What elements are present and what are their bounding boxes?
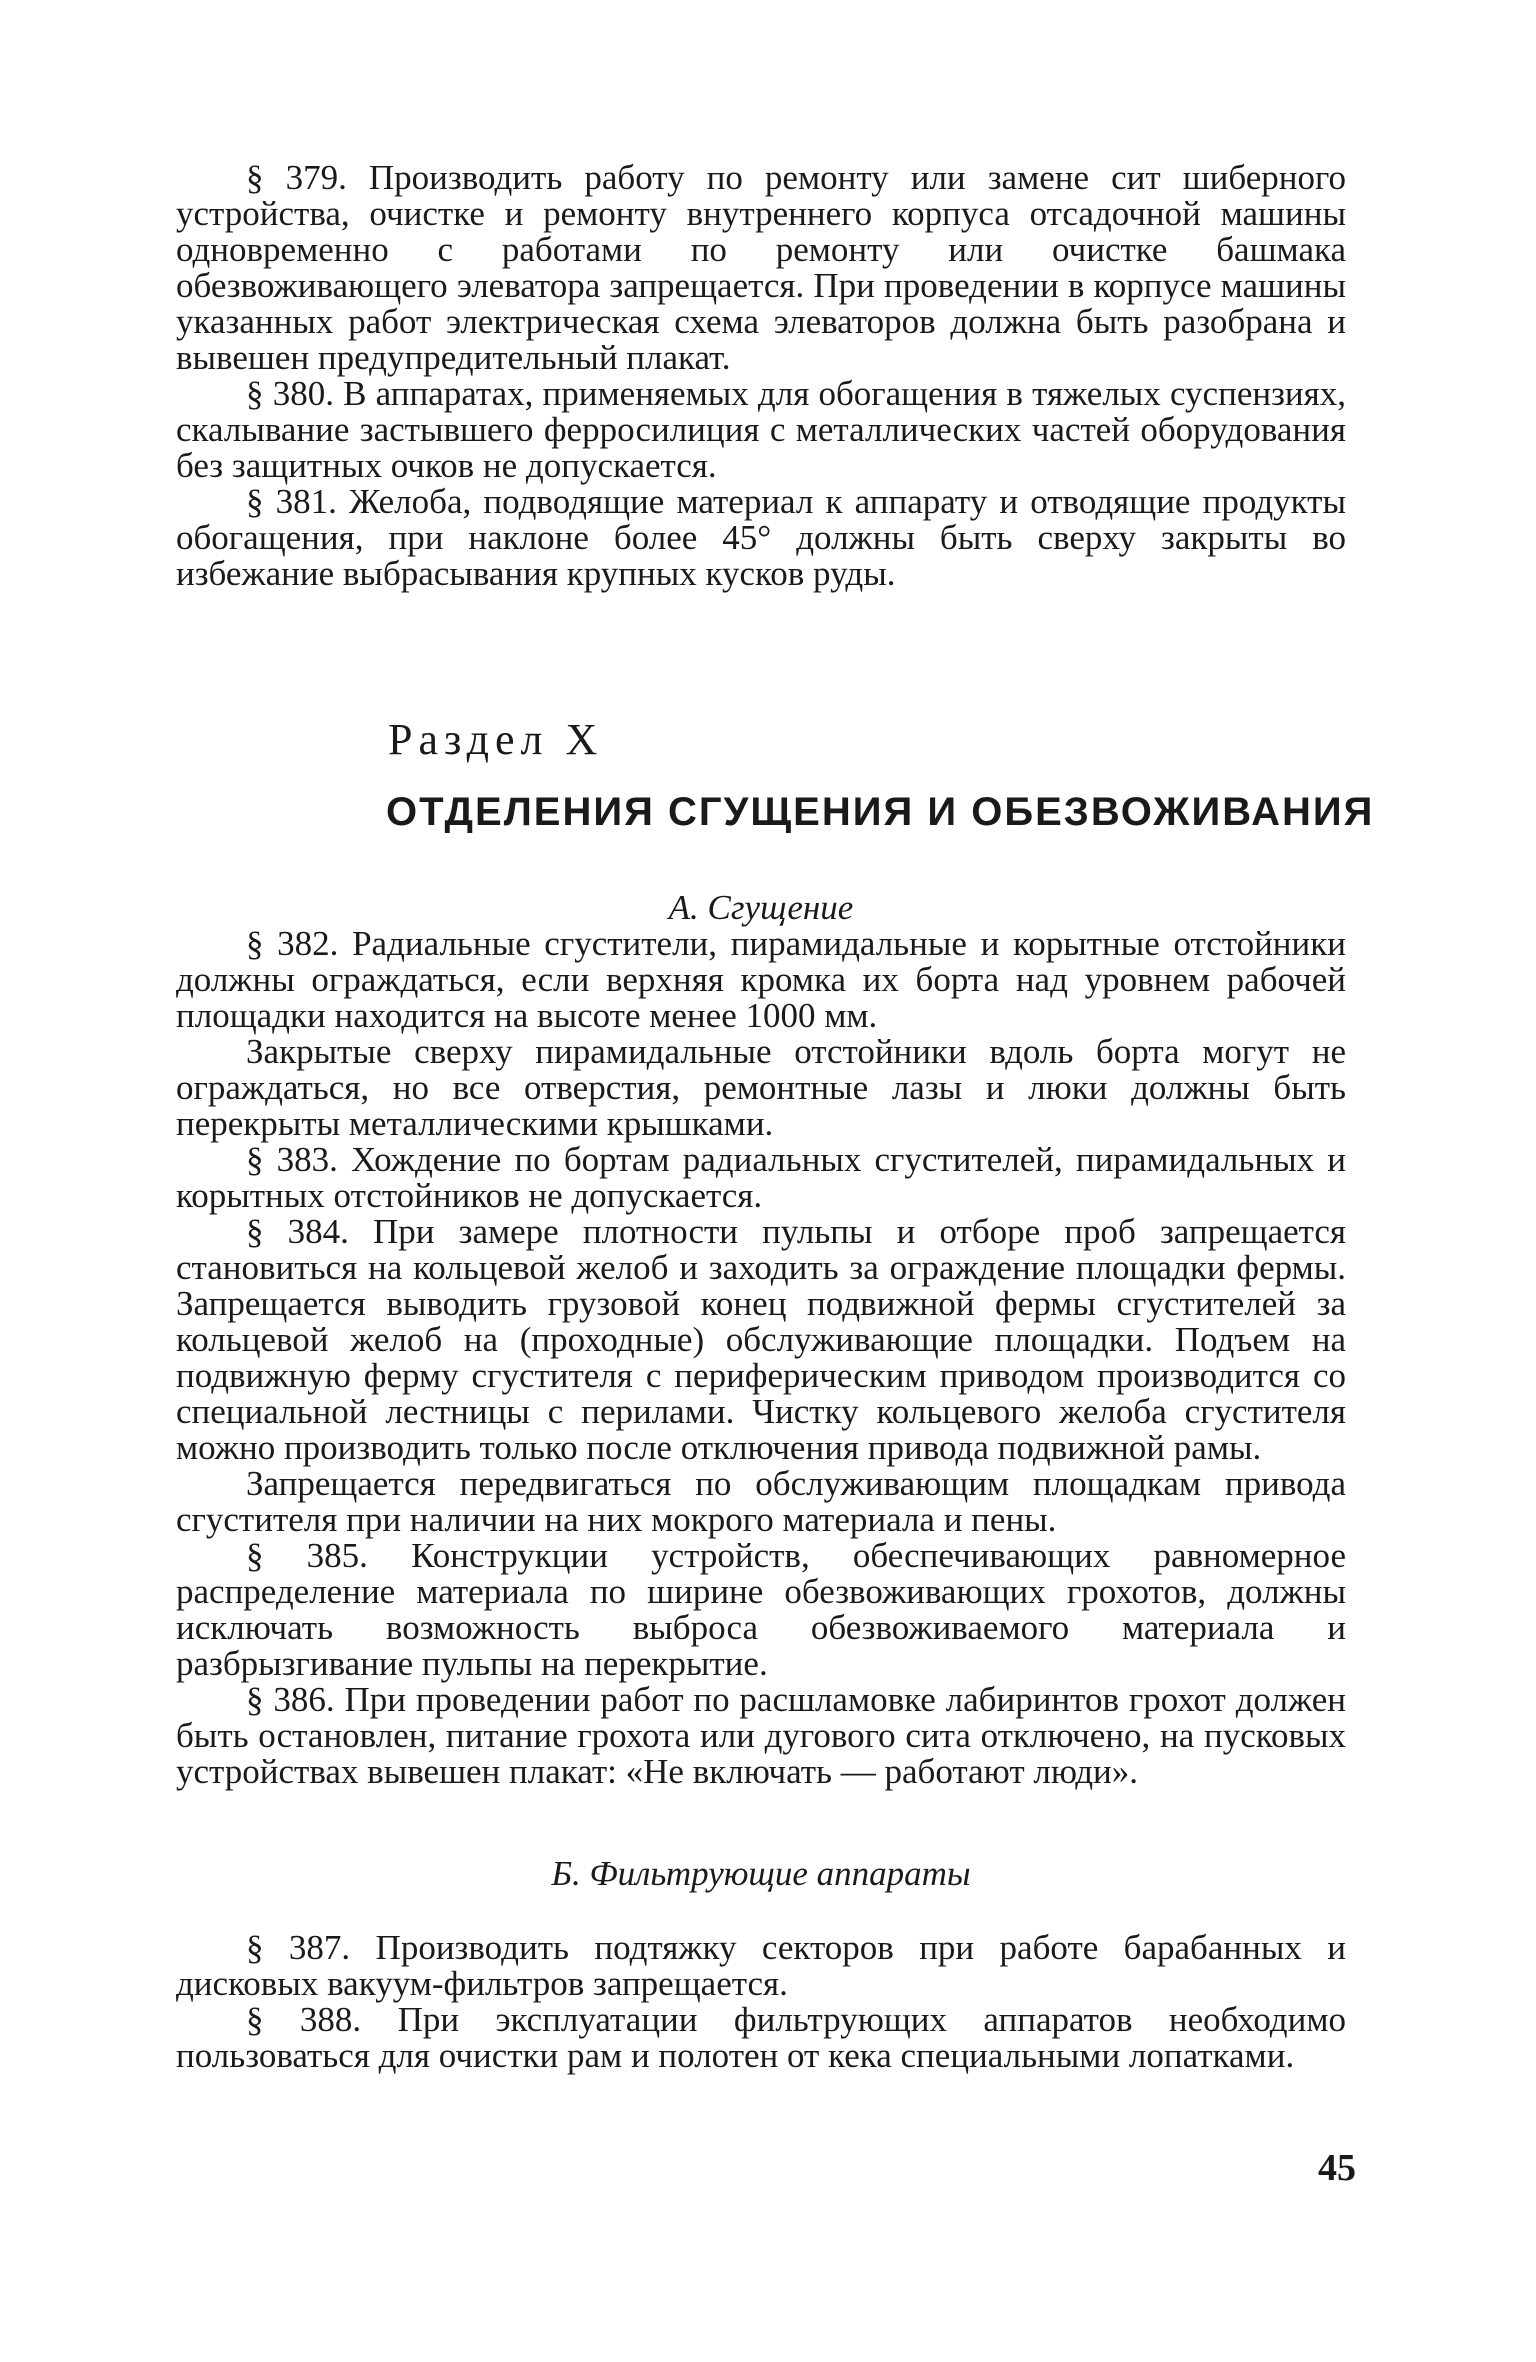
- paragraph-384-cont: Запрещается передвигаться по обслуживающим площадкам привода сгустителя при наличии на них мокрого материала и пены.: [176, 1464, 1346, 1539]
- intro-paragraphs: [176, 160, 1346, 592]
- subsection-heading-b: Б. Фильтрующие аппараты: [551, 1854, 971, 1893]
- paragraph-380: § 380. В аппаратах, применяемых для обогащения в тяжелых суспензиях, скалывание застывшего ферросилиция с металлических частей оборудования без защитных очков не допускается.: [176, 374, 1346, 485]
- paragraph-382-cont: Закрытые сверху пирамидальные отстойники вдоль борта могут не ограждаться, но все отверстия, ремонтные лазы и люки должны быть перекрыты металлическими крышками.: [176, 1032, 1346, 1143]
- subsection-filters: [176, 1856, 1346, 2074]
- paragraph-388: § 388. При эксплуатации фильтрующих аппаратов необходимо пользоваться для очистки рам и полотен от кека специальными лопатками.: [176, 2000, 1346, 2075]
- section-title: ОТДЕЛЕНИЯ СГУЩЕНИЯ И ОБЕЗВОЖИВАНИЯ: [386, 790, 1375, 834]
- paragraph-384: § 384. При замере плотности пульпы и отборе проб запрещается становиться на кольцевой желоб и заходить за ограждение площадки фермы. Запрещается выводить грузовой конец подвижной фермы сгустителей за кольцевой желоб на (проходные) обслуживающие площадки. Подъем на подвижную ферму сгустителя с периферическим приводом производится со специальной лестницы с перилами. Чистку кольцевого желоба сгустителя можно производить только после отключения привода подвижной рамы.: [176, 1212, 1346, 1467]
- paragraph-381: § 381. Желоба, подводящие материал к аппарату и отводящие продукты обогащения, при наклоне более 45° должны быть сверху закрыты во избежание выбрасывания крупных кусков руды.: [176, 482, 1346, 593]
- section-label: Раздел X: [388, 715, 604, 764]
- paragraph-385: § 385. Конструкции устройств, обеспечивающих равномерное распределение материала по ширине обезвоживающих грохотов, должны исключать возможность выброса обезвоживаемого материала и разбрызгивание пульпы на перекрытие.: [176, 1536, 1346, 1683]
- paragraph-382: § 382. Радиальные сгустители, пирамидальные и корытные отстойники должны ограждаться, если верхняя кромка их борта над уровнем рабочей площадки находится на высоте менее 1000 мм.: [176, 924, 1346, 1035]
- paragraph-387: § 387. Производить подтяжку секторов при работе барабанных и дисковых вакуум-фильтров запрещается.: [176, 1928, 1346, 2003]
- page-number: 45: [1318, 2147, 1356, 2189]
- subsection-heading-a: А. Сгущение: [668, 888, 854, 927]
- subsection-thickening: [176, 890, 1346, 1790]
- paragraph-379: § 379. Производить работу по ремонту или замене сит шиберного устройства, очистке и ремонту внутреннего корпуса отсадочной машины одновременно с работами по ремонту или очистке башмака обезвоживающего элеватора запрещается. При проведении в корпусе машины указанных работ электрическая схема элеваторов должна быть разобрана и вывешен предупредительный плакат.: [176, 158, 1346, 377]
- paragraph-386: § 386. При проведении работ по расшламовке лабиринтов грохот должен быть остановлен, питание грохота или дугового сита отключено, на пусковых устройствах вывешен плакат: «Не включать — работают люди».: [176, 1680, 1346, 1791]
- paragraph-383: § 383. Хождение по бортам радиальных сгустителей, пирамидальных и корытных отстойников не допускается.: [176, 1140, 1346, 1215]
